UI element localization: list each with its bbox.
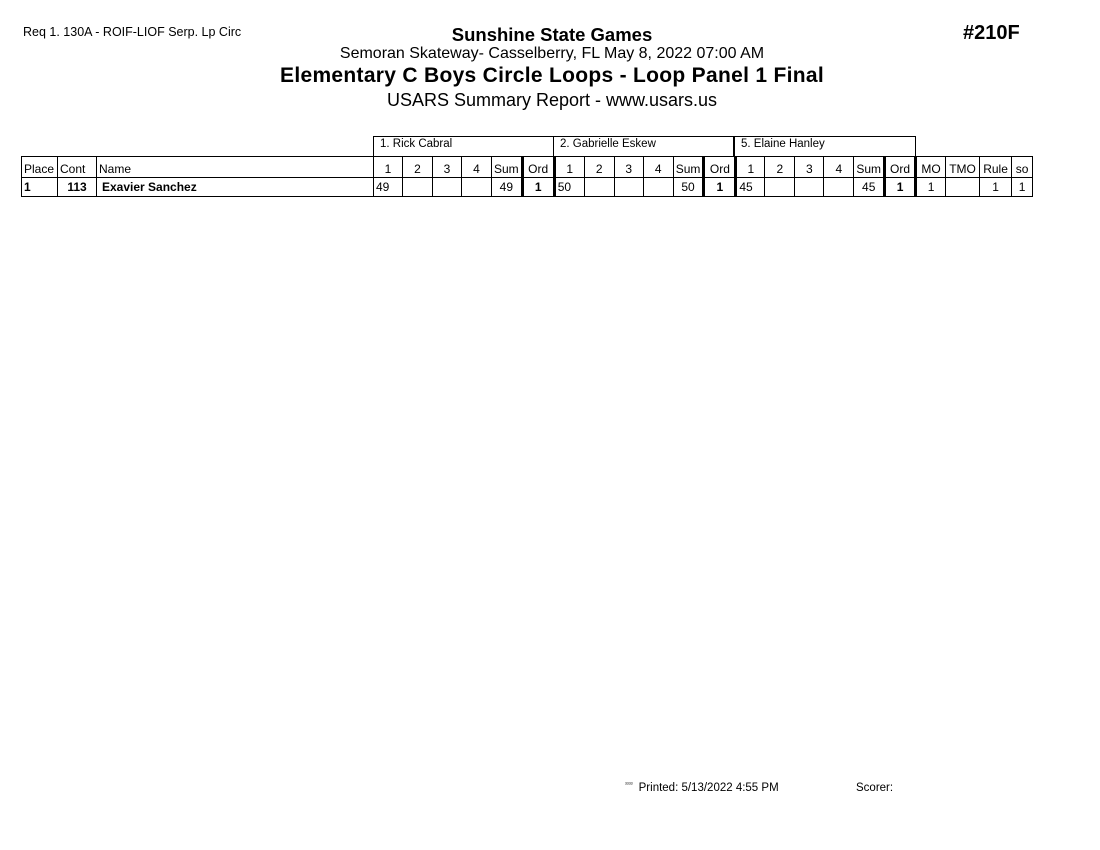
printed-label: Printed: 5/13/2022 4:55 PM bbox=[638, 782, 779, 794]
col-name: Name bbox=[97, 157, 374, 178]
report-title: USARS Summary Report - www.usars.us bbox=[386, 90, 718, 110]
col-j2-s4: 4 bbox=[643, 157, 673, 178]
j2-score-2 bbox=[584, 178, 614, 197]
printed-code: ᶟᶟᶟᶟ bbox=[625, 782, 633, 788]
so-cell: 1 bbox=[1012, 178, 1033, 197]
j1-ord: 1 bbox=[522, 178, 554, 197]
j2-sum: 50 bbox=[673, 178, 704, 197]
col-j3-s1: 1 bbox=[736, 157, 765, 178]
table-header-row bbox=[22, 157, 1033, 178]
cont-cell: 113 bbox=[58, 178, 97, 197]
col-cont: Cont bbox=[58, 157, 97, 178]
col-j2-s1: 1 bbox=[554, 157, 584, 178]
col-j3-s3: 3 bbox=[795, 157, 824, 178]
j1-score-1: 49 bbox=[374, 178, 403, 197]
col-rule: Rule bbox=[980, 157, 1012, 178]
j2-score-3 bbox=[614, 178, 643, 197]
results-table bbox=[21, 156, 1033, 197]
col-j1-ord: Ord bbox=[522, 157, 554, 178]
col-j3-s2: 2 bbox=[765, 157, 795, 178]
col-j2-s2: 2 bbox=[584, 157, 614, 178]
printed-timestamp bbox=[625, 782, 779, 794]
j3-score-3 bbox=[795, 178, 824, 197]
request-line: Req 1. 130A - ROIF-LIOF Serp. Lp Circ bbox=[23, 25, 242, 39]
col-j3-s4: 4 bbox=[824, 157, 854, 178]
col-j2-ord: Ord bbox=[704, 157, 736, 178]
event-title: Elementary C Boys Circle Loops - Loop Panel 1 Final bbox=[280, 64, 824, 87]
mo-cell: 1 bbox=[916, 178, 946, 197]
j3-score-2 bbox=[765, 178, 795, 197]
judge-1-header: 1. Rick Cabral bbox=[373, 136, 554, 156]
col-j2-sum: Sum bbox=[673, 157, 704, 178]
col-j1-sum: Sum bbox=[492, 157, 523, 178]
event-number: #210F bbox=[963, 22, 1020, 44]
col-j3-sum: Sum bbox=[854, 157, 885, 178]
venue-line: Semoran Skateway- Casselberry, FL May 8, 2022 07:00 AM bbox=[339, 45, 765, 62]
j2-score-1: 50 bbox=[554, 178, 584, 197]
j1-score-4 bbox=[462, 178, 492, 197]
col-place: Place bbox=[22, 157, 58, 178]
col-j3-ord: Ord bbox=[885, 157, 916, 178]
col-j1-s2: 2 bbox=[403, 157, 433, 178]
judge-2-header: 2. Gabrielle Eskew bbox=[553, 136, 734, 156]
skater-name-cell: Exavier Sanchez bbox=[97, 178, 374, 197]
table-row bbox=[22, 178, 1033, 197]
col-j2-s3: 3 bbox=[614, 157, 643, 178]
j2-score-4 bbox=[643, 178, 673, 197]
competition-title: Sunshine State Games bbox=[451, 24, 653, 45]
j1-score-2 bbox=[403, 178, 433, 197]
j1-sum: 49 bbox=[492, 178, 523, 197]
col-j1-s1: 1 bbox=[374, 157, 403, 178]
j3-sum: 45 bbox=[854, 178, 885, 197]
col-j1-s3: 3 bbox=[433, 157, 462, 178]
judge-3-header: 5. Elaine Hanley bbox=[734, 136, 916, 156]
j3-score-1: 45 bbox=[736, 178, 765, 197]
col-mo: MO bbox=[916, 157, 946, 178]
scorer-label: Scorer: bbox=[856, 782, 894, 794]
j1-score-3 bbox=[433, 178, 462, 197]
place-cell: 1 bbox=[22, 178, 58, 197]
col-tmo: TMO bbox=[946, 157, 980, 178]
rule-cell: 1 bbox=[980, 178, 1012, 197]
col-j1-s4: 4 bbox=[462, 157, 492, 178]
j3-score-4 bbox=[824, 178, 854, 197]
col-so: so bbox=[1012, 157, 1033, 178]
j3-ord: 1 bbox=[885, 178, 916, 197]
tmo-cell bbox=[946, 178, 980, 197]
j2-ord: 1 bbox=[704, 178, 736, 197]
